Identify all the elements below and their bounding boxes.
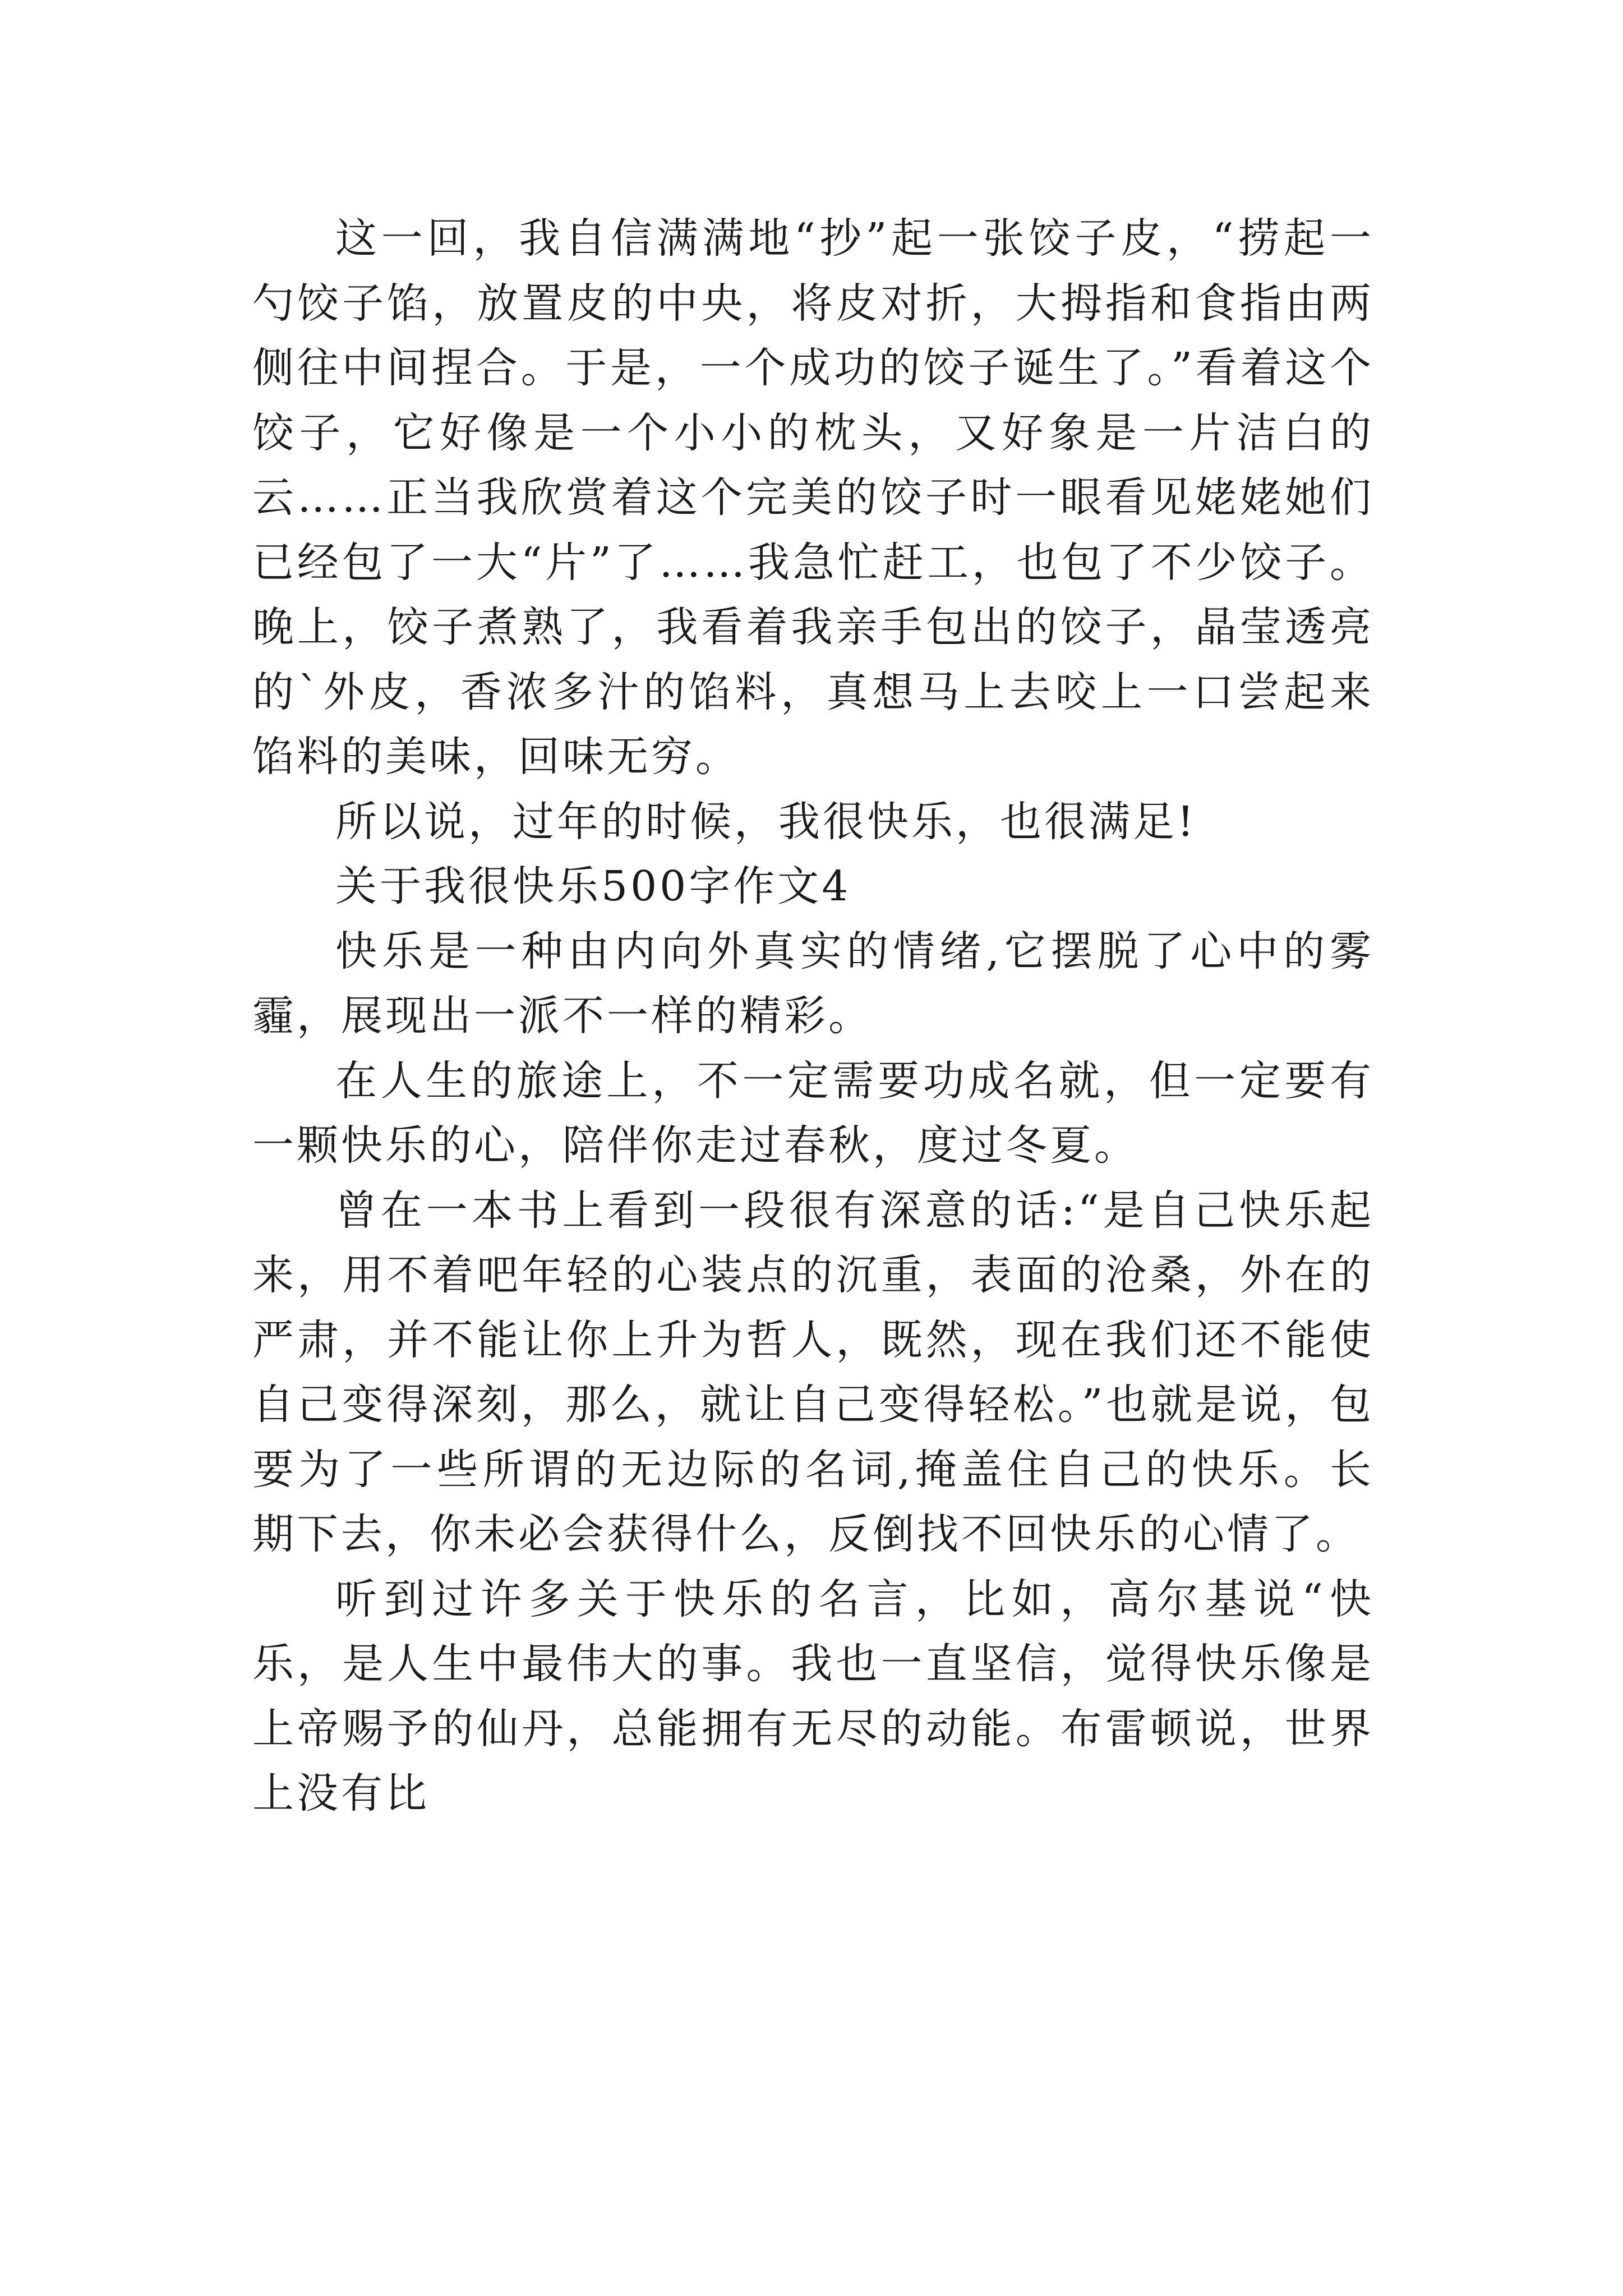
essay-heading: 关于我很快乐500字作文4 (335, 862, 851, 910)
paragraph-conclusion: 所以说，过年的时候，我很快乐，也很满足! (335, 797, 1197, 846)
paragraph-book-quote: 曾在一本书上看到一段很有深意的话:“是自己快乐起来，用不着吧年轻的心装点的沉重，表面的沧桑，外在的严肃，并不能让你上升为哲人，既然，现在我们还不能使自己变得深刻，那么，就让自己变得轻松。”也就是说，包要为了一些所谓的无边际的名词,掩盖住自己的快乐。长期下去，你未必会获得什么，反倒找不回快乐的心情了。 (252, 1186, 1374, 1558)
document-body (252, 206, 1374, 1826)
paragraph-famous-quotes: 听到过许多关于快乐的名言，比如，高尔基说“快乐，是人生中最伟大的事。我也一直坚信，觉得快乐像是上帝赐予的仙丹，总能拥有无尽的动能。布雷顿说，世界上没有比 (252, 1575, 1374, 1818)
paragraph-life-journey: 在人生的旅途上，不一定需要功成名就，但一定要有一颗快乐的心，陪伴你走过春秋，度过冬夏。 (252, 1056, 1374, 1170)
paragraph-dumpling-story: 这一回，我自信满满地“抄”起一张饺子皮，“捞起一勺饺子馅，放置皮的中央，将皮对折，大拇指和食指由两侧往中间捏合。于是，一个成功的饺子诞生了。”看着这个饺子，它好像是一个小小的枕头，又好象是一片洁白的云……正当我欣赏着这个完美的饺子时一眼看见姥姥她们已经包了一大“片”了……我急忙赶工，也包了不少饺子。晚上，饺子煮熟了，我看着我亲手包出的饺子，晶莹透亮的`外皮，香浓多汁的馅料，真想马上去咬上一口尝起来馅料的美味，回味无穷。 (252, 214, 1374, 781)
paragraph-happiness-definition: 快乐是一种由内向外真实的情绪,它摆脱了心中的雾霾，展现出一派不一样的精彩。 (252, 927, 1374, 1040)
